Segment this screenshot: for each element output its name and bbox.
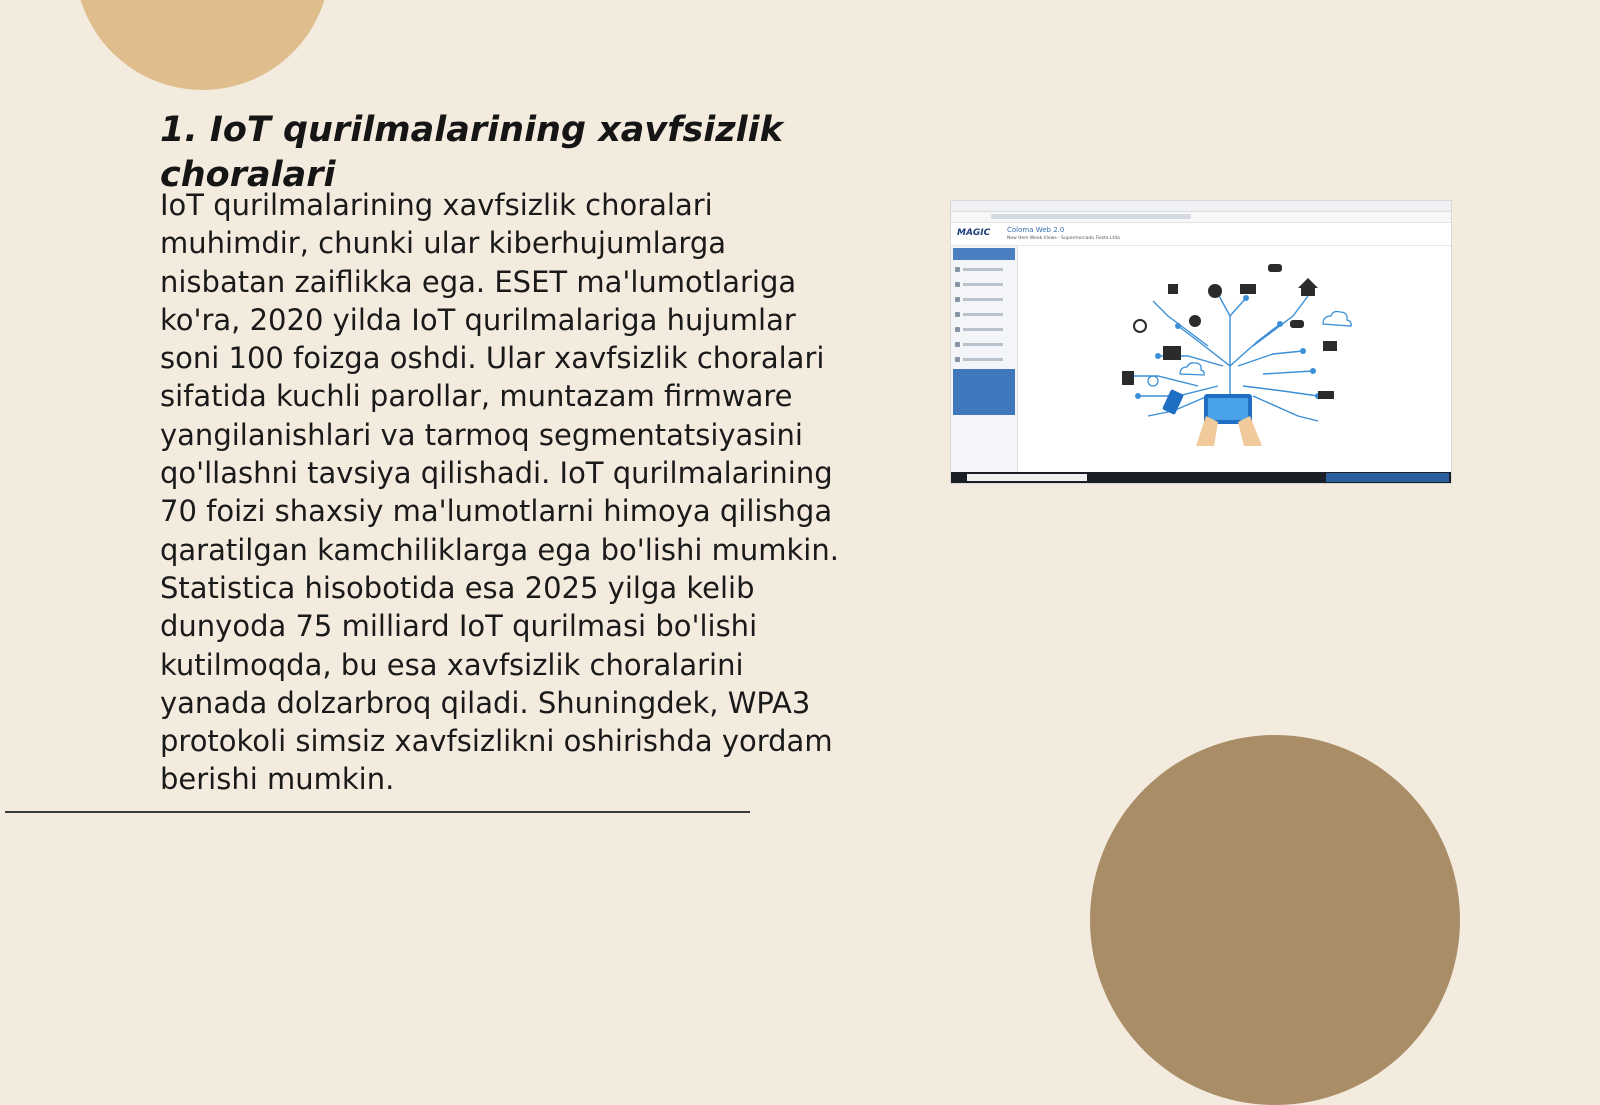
taskbar-tray xyxy=(1326,473,1449,482)
sidebar-icon xyxy=(955,327,960,332)
sidebar-item xyxy=(963,328,1003,331)
iot-network-illustration xyxy=(1018,246,1451,472)
app-subtitle: New Item Week Views - Supermercado Fiesta Ltda xyxy=(1007,236,1120,241)
browser-titlebar xyxy=(951,201,1451,212)
taskbar-search xyxy=(967,474,1087,481)
slide-body-text: IoT qurilmalarining xavfsizlik choralari muhimdir, chunki ular kiberhujumlarga nisbatan zaiflikka ega. ESET ma'lumotlariga ko'ra, 2020 yilda IoT qurilmalariga hujumlar soni 100 foizga oshdi. Ular xavfsizlik choralari sifatida kuchli parollar, muntazam firmware yangilanishlari va tarmoq segmentatsiyasini qo'llashni tavsiya qilishadi. IoT qurilmalarining 70 foizi shaxsiy ma'lumotlarni himoya qilishga qaratilgan kamchiliklarga ega bo'lishi mumkin. Statistica hisobotida esa 2025 yilga kelib dunyoda 75 milliard IoT qurilmasi bo'lishi kutilmoqda, bu esa xavfsizlik choralarini yanada dolzarbroq qiladi. Shuningdek, WPA3 protokoli simsiz xavfsizlikni oshirishda yordam berishi mumkin. xyxy=(160,188,839,797)
iot-illustration-area xyxy=(1018,246,1451,472)
sidebar-item xyxy=(963,283,1003,286)
sidebar-highlight-block xyxy=(953,369,1015,415)
sidebar-item xyxy=(963,313,1003,316)
sidebar-item xyxy=(963,358,1003,361)
app-header xyxy=(951,223,1451,246)
decorative-circle-top xyxy=(75,0,330,90)
decorative-circle-bottom xyxy=(1090,735,1460,1105)
sidebar-icon xyxy=(955,297,960,302)
sidebar-item xyxy=(963,298,1003,301)
sidebar-icon xyxy=(955,267,960,272)
sidebar-icon xyxy=(955,342,960,347)
app-title: Coloma Web 2.0 xyxy=(1007,226,1065,234)
sidebar-icon xyxy=(955,357,960,362)
app-logo: MAGIC xyxy=(957,228,991,238)
divider-line xyxy=(5,811,750,813)
sidebar-selected-item xyxy=(953,248,1015,260)
slide-title: 1. IoT qurilmalarining xavfsizlik choralari xyxy=(160,110,783,195)
sidebar-item xyxy=(963,268,1003,271)
address-field xyxy=(991,214,1191,219)
sidebar-icon xyxy=(955,282,960,287)
browser-address-bar xyxy=(951,212,1451,223)
sidebar-item xyxy=(963,343,1003,346)
windows-taskbar xyxy=(951,472,1451,483)
iot-app-screenshot xyxy=(950,200,1452,484)
app-sidebar xyxy=(951,246,1018,472)
sidebar-icon xyxy=(955,312,960,317)
